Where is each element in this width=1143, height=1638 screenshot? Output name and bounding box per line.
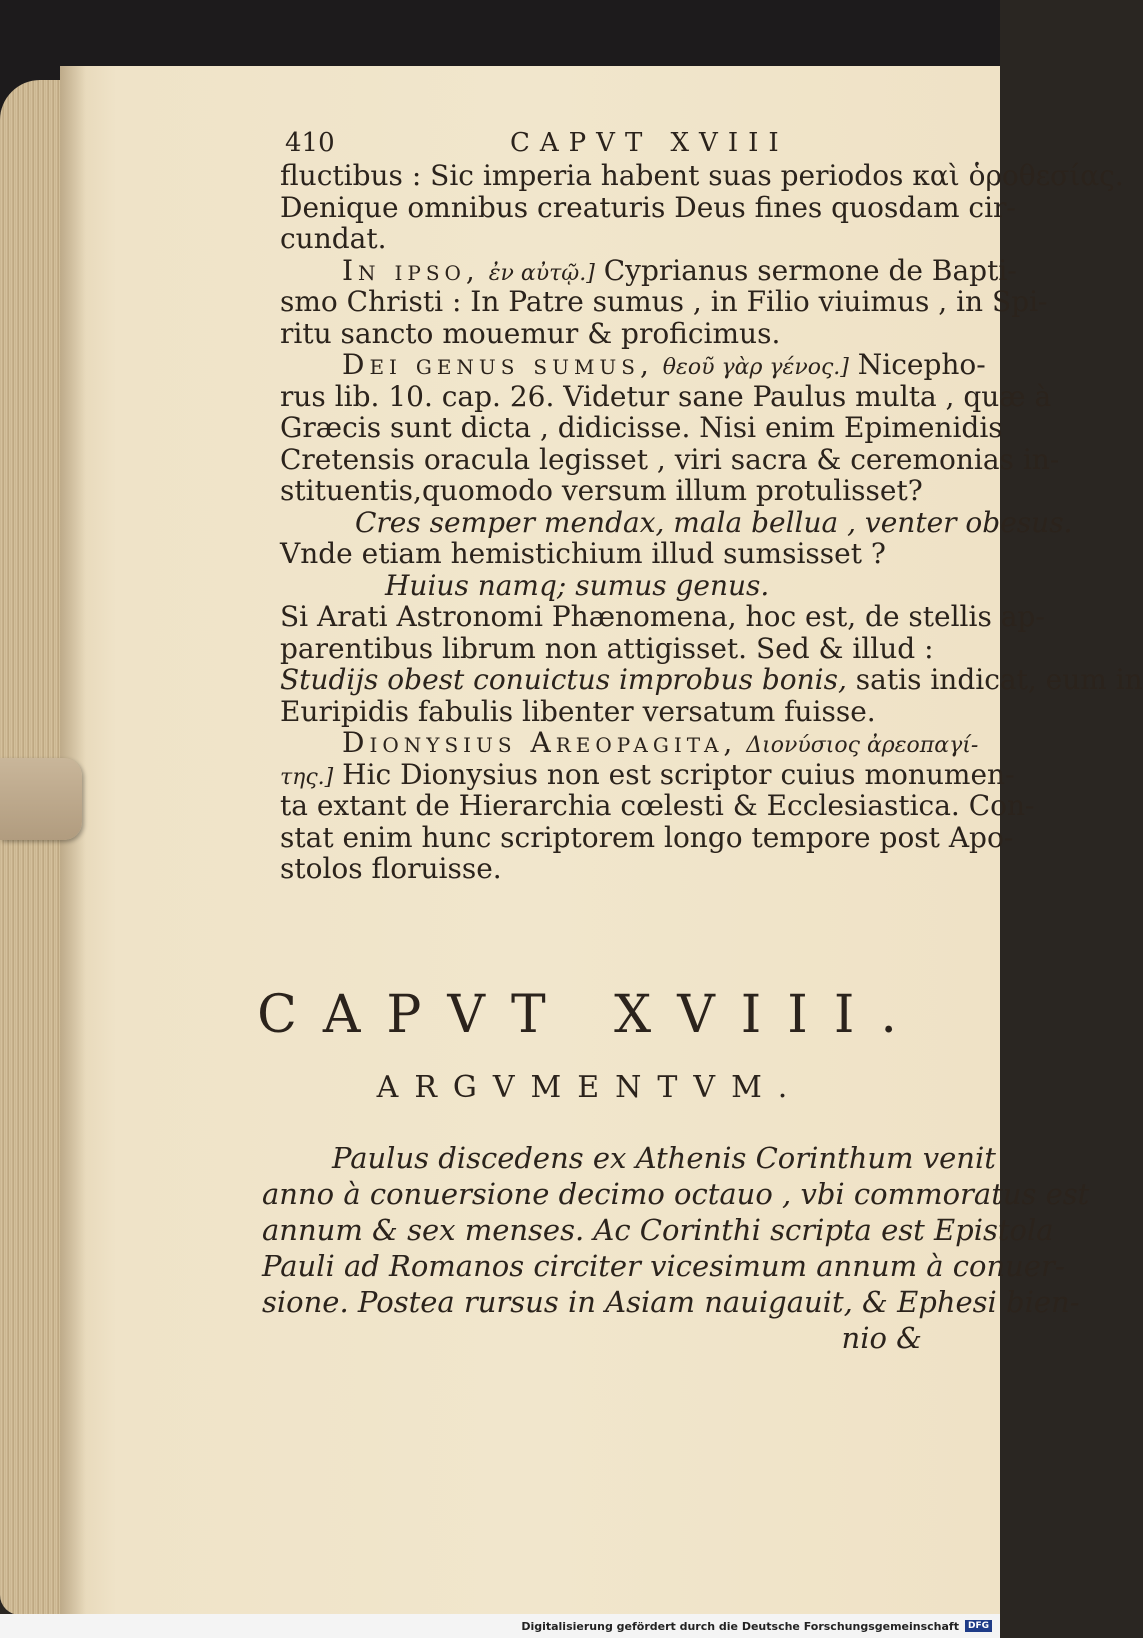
greek-lemma: ἐν αὐτῷ.] xyxy=(488,260,595,286)
text-line: Vnde etiam hemistichium illud sumsisset ? xyxy=(280,537,886,570)
lemma: Dei genus sumus, xyxy=(342,348,654,381)
text-line: Pauli ad Romanos circiter vicesimum annum à conuer- xyxy=(262,1249,1065,1283)
text-line: sione. Postea rursus in Asiam nauigauit, & Ephesi bien- xyxy=(262,1285,1080,1319)
text-line: anno à conuersione decimo octauo , vbi commoratus est xyxy=(262,1177,1090,1211)
verse-line: Cres semper mendax, mala bellua , venter obesus. xyxy=(355,505,1073,539)
text-line: ta extant de Hierarchia cœlesti & Ecclesiastica. Con- xyxy=(280,789,1035,822)
greek-lemma: θεοῦ γὰρ γένος.] xyxy=(662,355,849,380)
argument-text xyxy=(262,1140,1090,1356)
dfg-logo: DFG xyxy=(965,1620,992,1632)
text-line: fluctibus : Sic imperia habent suas periodos καὶ ὁροθεσίας. xyxy=(280,159,1124,192)
text-line xyxy=(280,757,1015,791)
text-line: Si Arati Astronomi Phænomena, hoc est, de stellis ap- xyxy=(280,600,1045,633)
text-span: satis indicat, eum in xyxy=(846,663,1143,696)
page-gutter-shadow xyxy=(60,66,86,1614)
text-span: Hic Dionysius non est scriptor cuius monumen- xyxy=(333,757,1015,791)
page-number: 410 xyxy=(285,128,335,158)
text-span: Cyprianus sermone de Bapti- xyxy=(594,253,1017,287)
running-title: CAPVT XVIII xyxy=(510,128,789,158)
text-line: stat enim hunc scriptorem longo tempore post Apo- xyxy=(280,820,1014,854)
chapter-title: CAPVT XVIII. xyxy=(257,985,923,1045)
text-line xyxy=(280,253,1017,287)
verse-line: Huius namq; sumus genus. xyxy=(385,568,770,602)
greek-lemma: Διονύσιος ἀρεοπαγί- xyxy=(746,733,979,758)
text-line: ritu sancto mouemur & proficimus. xyxy=(280,316,781,350)
lemma: Dionysius Areopagita, xyxy=(342,726,738,759)
footer-credit: Digitalisierung gefördert durch die Deutsche Forschungsgemeinschaft xyxy=(521,1619,959,1633)
text-line xyxy=(280,663,1143,696)
catchword: nio & xyxy=(841,1321,922,1355)
text-line: Denique omnibus creaturis Deus fines quosdam cir- xyxy=(280,190,1016,224)
text-line: rus lib. 10. cap. 26. Videtur sane Paulus multa , quæ à xyxy=(280,379,1052,413)
text-line: Græcis sunt dicta , didicisse. Nisi enim Epimenidis xyxy=(280,411,1003,444)
greek-lemma: της.] xyxy=(280,764,334,790)
text-line: Euripidis fabulis libenter versatum fuisse. xyxy=(280,694,876,728)
text-line: parentibus librum non attigisset. Sed & illud : xyxy=(280,631,934,665)
text-line: smo Christi : In Patre sumus , in Filio viuimus , in Spi- xyxy=(280,285,1048,318)
text-span: Nicepho- xyxy=(848,348,986,381)
text-line: Paulus discedens ex Athenis Corinthum venit xyxy=(332,1141,996,1175)
quotation: Studijs obest conuictus improbus bonis, xyxy=(280,663,847,696)
text-line: Cretensis oracula legisset , viri sacra & ceremonias in- xyxy=(280,442,1060,476)
argument-title: ARGVMENTVM. xyxy=(376,1070,804,1105)
text-line: stolos floruisse. xyxy=(280,852,502,885)
commentary-text xyxy=(280,159,1143,885)
text-line: stituentis,quomodo versum illum protulisset? xyxy=(280,474,923,507)
digitization-footer xyxy=(0,1614,1000,1638)
bookmark-ribbon xyxy=(0,758,82,840)
lemma: In ipso, xyxy=(342,253,480,287)
text-line xyxy=(280,726,979,759)
text-line: annum & sex menses. Ac Corinthi scripta est Epistola xyxy=(262,1213,1054,1247)
text-line xyxy=(280,348,986,381)
text-line: cundat. xyxy=(280,222,387,255)
